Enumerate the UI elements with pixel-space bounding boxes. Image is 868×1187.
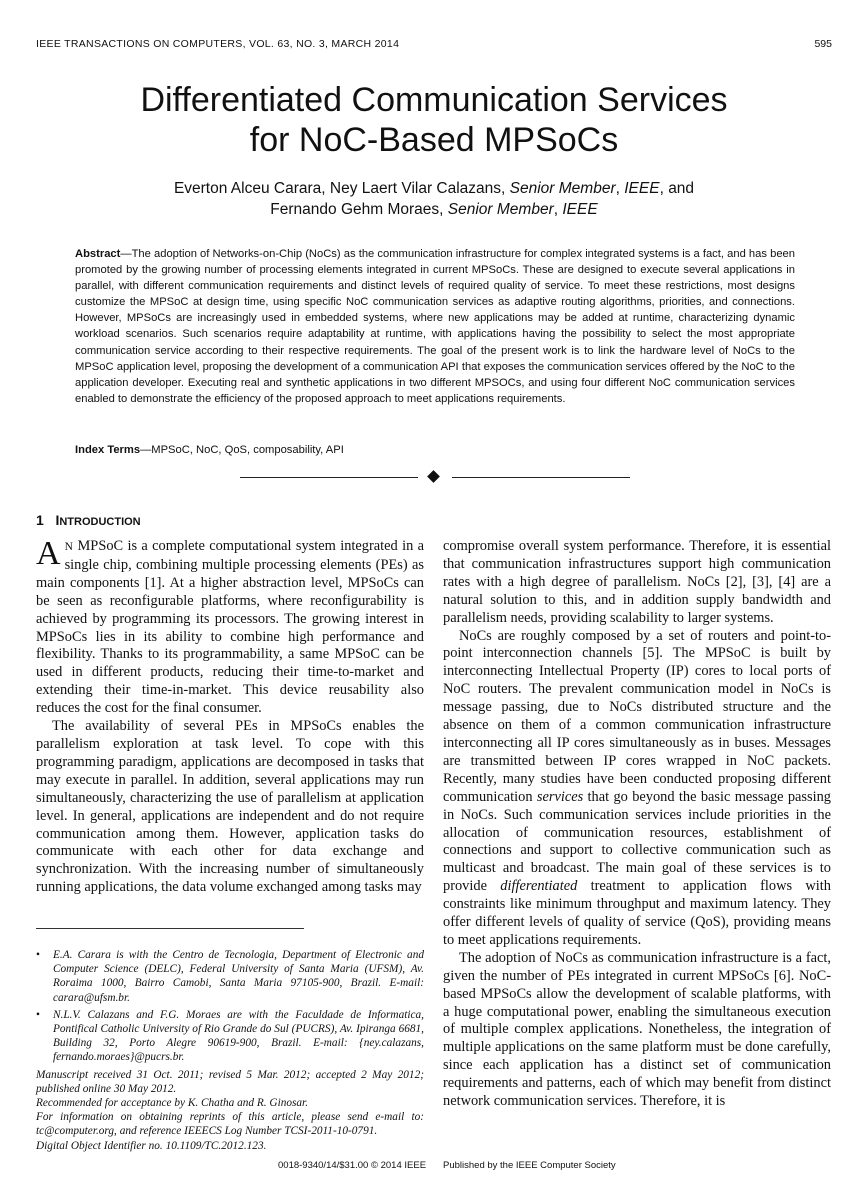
abstract-label: Abstract (75, 248, 121, 260)
author-role-1: Senior Member (509, 180, 616, 197)
abstract-text: —The adoption of Networks-on-Chip (NoCs) as the communication infrastructure for complex integrated systems is a fact, and has been promoted by the growing number of processing elements integrated in current MPSoCs. These are designed to execute several applications in parallel, with different communication requirements and distinct levels of required quality of service. To meet these restrictions, most designs customize the MPSoC at design time, using specific NoC communication services as adaptive routing algorithms, priorities, and connections. However, MPSoCs are increasingly used in embedded systems, where new applications may be added at runtime, characterizing dynamic workload scenarios. Such scenarios require adaptability at runtime, with applications having the possibility to select the most appropriate communication service according to their respective requirements. The goal of the present work is to link the hardware level of NoCs to the MPSoC application level, proposing the development of a communication API that exposes the communication services offered by the NoC to the application developer. Executing real and synthetic applications in two different MPSOCs, and using four different NoC communication services enabled to demonstrate the efficiency of the proposed approach to meet applications requirements. (75, 248, 795, 405)
section-number: 1 (36, 512, 44, 528)
author-separator-2: , (553, 201, 563, 218)
author-role-2: Senior Member (447, 201, 554, 218)
emphasis-differentiated: differentiated (500, 878, 578, 895)
footnote-affiliation-2 (36, 1008, 424, 1065)
paragraph-4-part-c: treatment to application flows with constraints like minimum throughput and maximum latency. They offer different levels of quality of service (QoS), providing means to meet applications requirements. (443, 878, 831, 948)
footnote-recommended: Recommended for acceptance by K. Chatha and R. Ginosar. (36, 1097, 309, 1110)
author-separator-1: , (615, 180, 625, 197)
author-names-2: Fernando Gehm Moraes, (270, 201, 448, 218)
author-line-1 (0, 178, 868, 199)
footnote-reprints: For information on obtaining reprints of this article, please send e-mail to: tc@computer.org, and reference IEEECS Log Number TCSI-2011-10-0791. (36, 1111, 424, 1138)
paper-title-line-2: for NoC-Based MPSoCs (249, 121, 619, 159)
footnote-rule (36, 928, 304, 929)
paragraph-4-part-a: NoCs are roughly composed by a set of routers and point-to-point interconnection channels [5]. The MPSoC is built by interconnecting Intellectual Property (IP) cores to local ports of NoC routers. The prevalent communication model in NoCs is message passing, due to NoCs distributed structure and the absence on them of a common communication infrastructure interconnecting all IP cores simultaneously as in buses. Messages are transmitted between IP cores wrapped in NoC packets. Recently, many studies have been conducted proposing different communication (443, 627, 831, 805)
emphasis-services: services (536, 788, 584, 805)
body-paragraph-3: compromise overall system performance. Therefore, it is essential that communication infrastructures support high communication rates with a high degree of parallelism. NoCs [2], [3], [4] are a natural solution to this, and in addition supply bandwidth and parallelism needs, providing scalability to larger systems. (443, 538, 831, 626)
body-paragraph-1 (36, 535, 424, 718)
separator-diamond-icon (427, 470, 440, 483)
drop-cap: A (36, 535, 61, 572)
body-paragraph-4 (443, 628, 831, 950)
bullet-icon: • (36, 949, 40, 961)
paper-title (0, 80, 868, 160)
footer-publisher: Published by the IEEE Computer Society (443, 1160, 616, 1171)
running-head-page-number: 595 (814, 38, 832, 50)
footnote-text-1: E.A. Carara is with the Centro de Tecnologia, Department of Electronic and Computer Science (DELC), Federal University of Santa Maria (UFSM), Av. Roraima 1000, Bairro Camobi, Santa Maria 97105-900, Brazil. E-mail: carara@ufsm.br. (53, 949, 424, 1004)
author-and: , and (659, 180, 695, 197)
separator-line-right (452, 477, 630, 478)
footnote-manuscript: Manuscript received 31 Oct. 2011; revised 5 Mar. 2012; accepted 2 May 2012; published online 30 May 2012. (36, 1068, 424, 1095)
footnote-affiliation-1 (36, 948, 424, 1005)
section-heading (36, 512, 141, 528)
section-title-initial: I (55, 512, 60, 528)
body-paragraph-5: The adoption of NoCs as communication infrastructure is a fact, given the number of PEs integrated in current MPSoCs [6]. NoC-based MPSoCs allow the development of scalable platforms, with a huge computational power, enabling the simultaneous execution of multiple complex applications. Nonetheless, the integration of multiple applications on the same platform must be done carefully, since each application has a distinct set of communication requirements and patterns, each of which may benefit from distinct network communication services. Therefore, it is (443, 949, 831, 1110)
index-terms (75, 442, 795, 458)
section-title-rest: NTRODUCTION (59, 516, 141, 528)
author-line-2 (0, 199, 868, 220)
index-terms-label: Index Terms (75, 444, 141, 456)
body-paragraph-2: The availability of several PEs in MPSoCs enables the parallelism exploration at task level. To cope with this programming paradigm, applications are decomposed in tasks that may execute in parallel. In addition, several applications may run simultaneously, characterizing the use of parallelism at application level. In general, applications are independent and do not require communication among them. However, application tasks do communicate with each other for data exchange and synchronization. With the increasing number of simultaneously running applications, the data volume exchanged among tasks may (36, 718, 424, 896)
footnotes (36, 948, 424, 1153)
paragraph-4-part-b: that go beyond the basic message passing in NoCs. Such communication services include priorities in the allocation of communication resources, establishment of connections and support to collective communication such as multicast and broadcast. The main goal of these services is to provide (443, 788, 831, 895)
author-names-1: Everton Alceu Carara, Ney Laert Vilar Calazans, (173, 180, 510, 197)
author-ieee-1: IEEE (624, 180, 660, 197)
bullet-icon: • (36, 1008, 40, 1021)
footer-copyright: 0018-9340/14/$31.00 © 2014 IEEE (278, 1160, 427, 1171)
paragraph-text-1: MPSoC is a complete computational system integrated in a single chip, combining multiple processing elements (PEs) as main components [1]. At a higher abstraction level, MPSoCs can be seen as reconfigurable platforms, where reconfigurability is achieved by programming its processors. The growing interest in MPSoCs lies in its ability to combine high performance and flexibility. Thanks to its programmability, a same MPSoC can be used in different products, reducing their time-to-market and extending their time-in-market. This device reusability also reduces the cost for the final consumer. (36, 538, 424, 717)
section-separator (240, 468, 630, 488)
author-list (0, 178, 868, 220)
author-ieee-2: IEEE (562, 201, 598, 218)
paragraph-small-caps: N (64, 541, 74, 553)
right-column (443, 538, 831, 1111)
footnote-doi: Digital Object Identifier no. 10.1109/TC.2012.123. (36, 1139, 267, 1152)
left-column (36, 535, 424, 897)
footnote-text-2: N.L.V. Calazans and F.G. Moraes are with the Faculdade de Informatica, Pontifical Catholic University of Rio Grande do Sul (PUCRS), Av. Ipiranga 6681, Building 32, Porto Alegre 90619-900, Brazil. E-mail: {ney.calazans, fernando.moraes}@pucrs.br. (53, 1008, 424, 1064)
paper-title-line-1: Differentiated Communication Services (140, 81, 728, 119)
running-head-journal: IEEE TRANSACTIONS ON COMPUTERS, VOL. 63, NO. 3, MARCH 2014 (36, 38, 400, 50)
abstract (75, 246, 795, 407)
section-title (55, 512, 140, 528)
index-terms-text: —MPSoC, NoC, QoS, composability, API (140, 444, 344, 456)
separator-line-left (240, 477, 418, 478)
